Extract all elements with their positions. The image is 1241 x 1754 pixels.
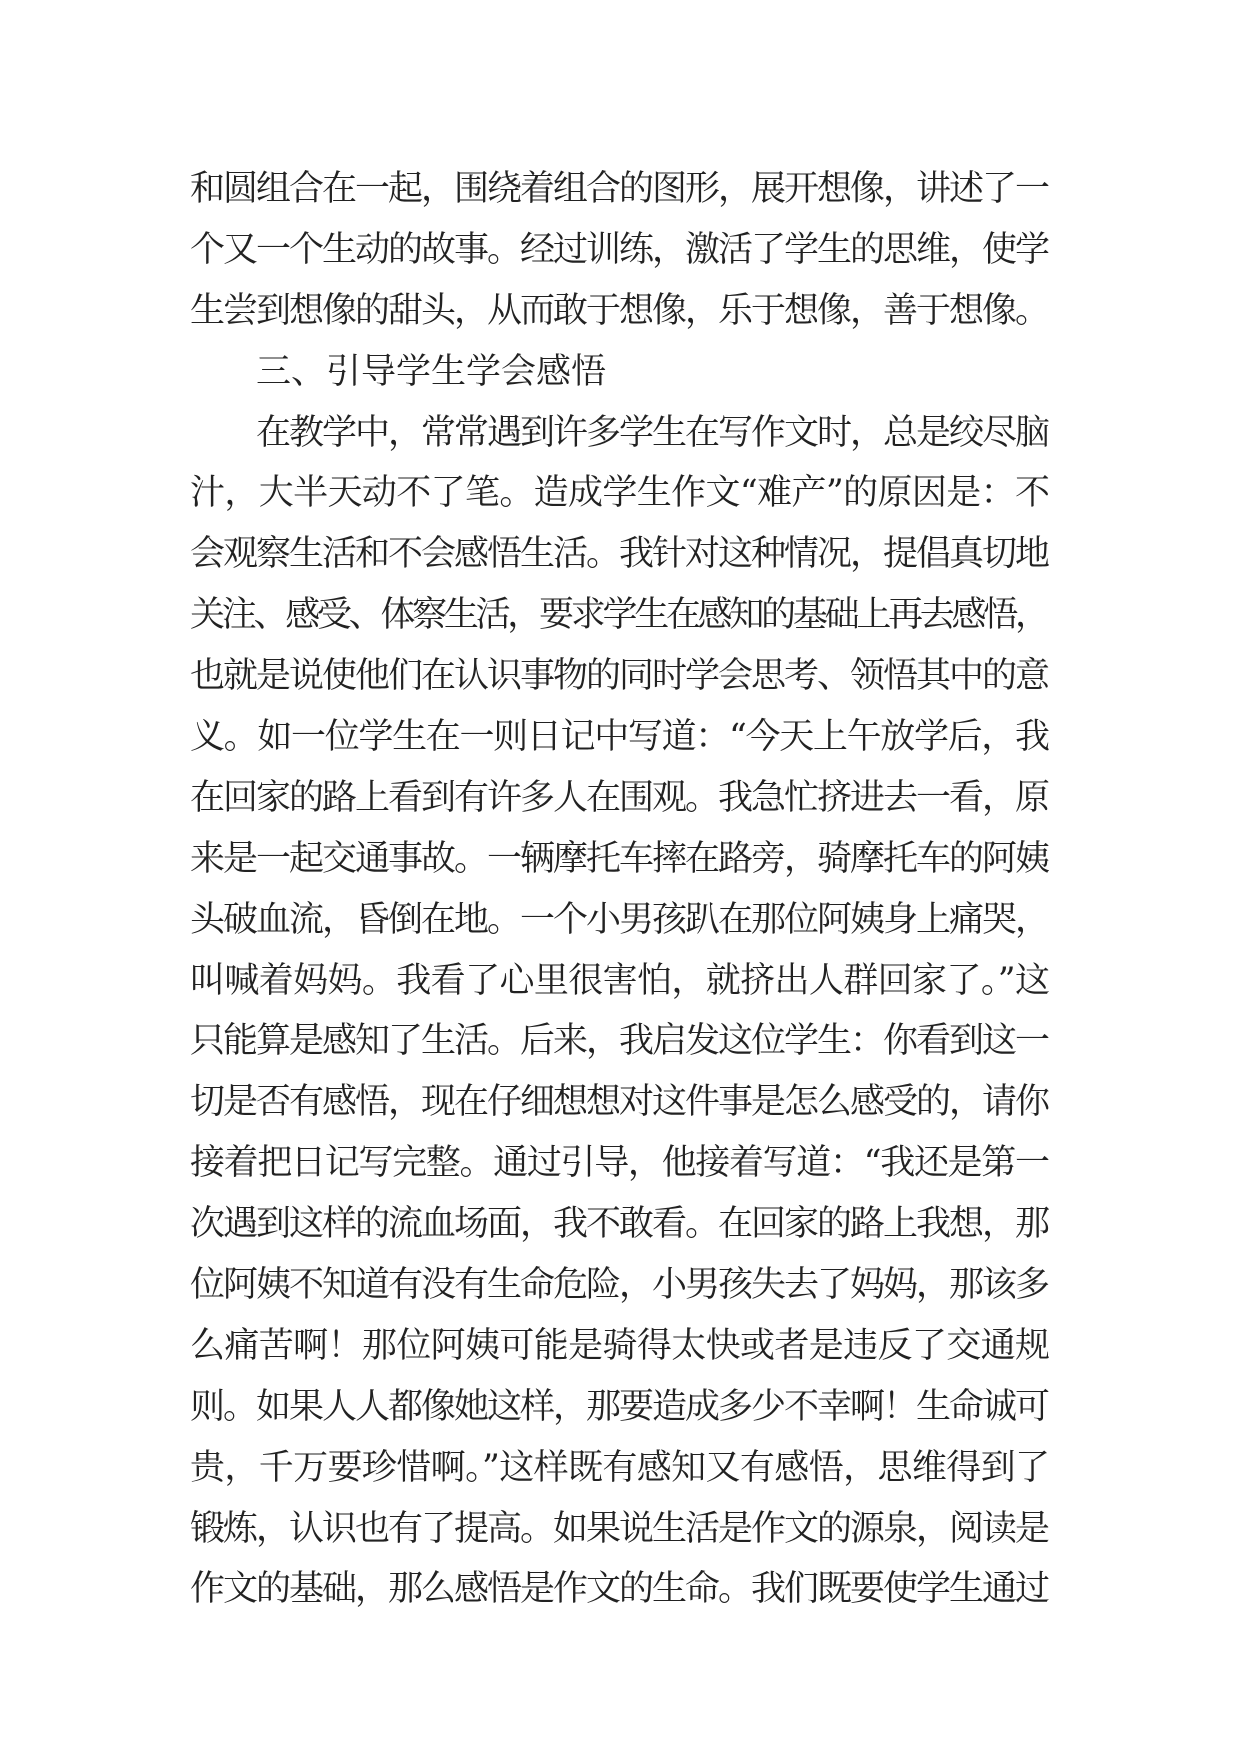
text-line: 锻炼，认识也有了提高。如果说生活是作文的源泉，阅读是 <box>190 1508 1048 1549</box>
text-line: 则。如果人人都像她这样，那要造成多少不幸啊！生命诚可 <box>190 1386 1048 1427</box>
section-heading: 三、引导学生学会感悟 <box>256 351 607 392</box>
text-line: 来是一起交通事故。一辆摩托车摔在路旁，骑摩托车的阿姨 <box>190 838 1048 879</box>
body-text <box>190 159 1050 1620</box>
text-line: 义。如一位学生在一则日记中写道：“今天上午放学后，我 <box>190 717 1049 758</box>
text-line: 汁，大半天动不了笔。造成学生作文“难产”的原因是：不 <box>190 473 1050 514</box>
text-line: 位阿姨不知道有没有生命危险，小男孩失去了妈妈，那该多 <box>190 1265 1048 1306</box>
text-line: 也就是说使他们在认识事物的同时学会思考、领悟其中的意 <box>190 656 1048 697</box>
text-line: 生尝到想像的甜头，从而敢于想像，乐于想像，善于想像。 <box>190 290 1048 331</box>
text-line: 切是否有感悟，现在仔细想想对这件事是怎么感受的，请你 <box>190 1082 1048 1123</box>
text-line: 接着把日记写完整。通过引导，他接着写道：“我还是第一 <box>190 1143 1049 1184</box>
text-line: 么痛苦啊！那位阿姨可能是骑得太快或者是违反了交通规 <box>190 1325 1050 1366</box>
text-line: 在教学中，常常遇到许多学生在写作文时，总是绞尽脑 <box>256 412 1048 453</box>
text-line: 个又一个生动的故事。经过训练，激活了学生的思维，使学 <box>190 229 1048 270</box>
text-line: 叫喊着妈妈。我看了心里很害怕，就挤出人群回家了。”这 <box>190 960 1050 1001</box>
text-line: 作文的基础，那么感悟是作文的生命。我们既要使学生通过 <box>190 1569 1048 1610</box>
text-line: 贵，千万要珍惜啊。”这样既有感知又有感悟，思维得到了 <box>190 1447 1050 1488</box>
text-line: 在回家的路上看到有许多人在围观。我急忙挤进去一看，原 <box>190 777 1048 818</box>
text-line: 会观察生活和不会感悟生活。我针对这种情况，提倡真切地 <box>190 534 1048 575</box>
text-line: 关注、感受、体察生活，要求学生在感知的基础上再去感悟， <box>190 595 1047 636</box>
text-line: 只能算是感知了生活。后来，我启发这位学生：你看到这一 <box>190 1021 1048 1062</box>
text-line: 和圆组合在一起，围绕着组合的图形，展开想像，讲述了一 <box>190 169 1048 209</box>
text-line: 头破血流，昏倒在地。一个小男孩趴在那位阿姨身上痛哭， <box>190 899 1048 940</box>
text-line: 次遇到这样的流血场面，我不敢看。在回家的路上我想，那 <box>190 1204 1048 1245</box>
